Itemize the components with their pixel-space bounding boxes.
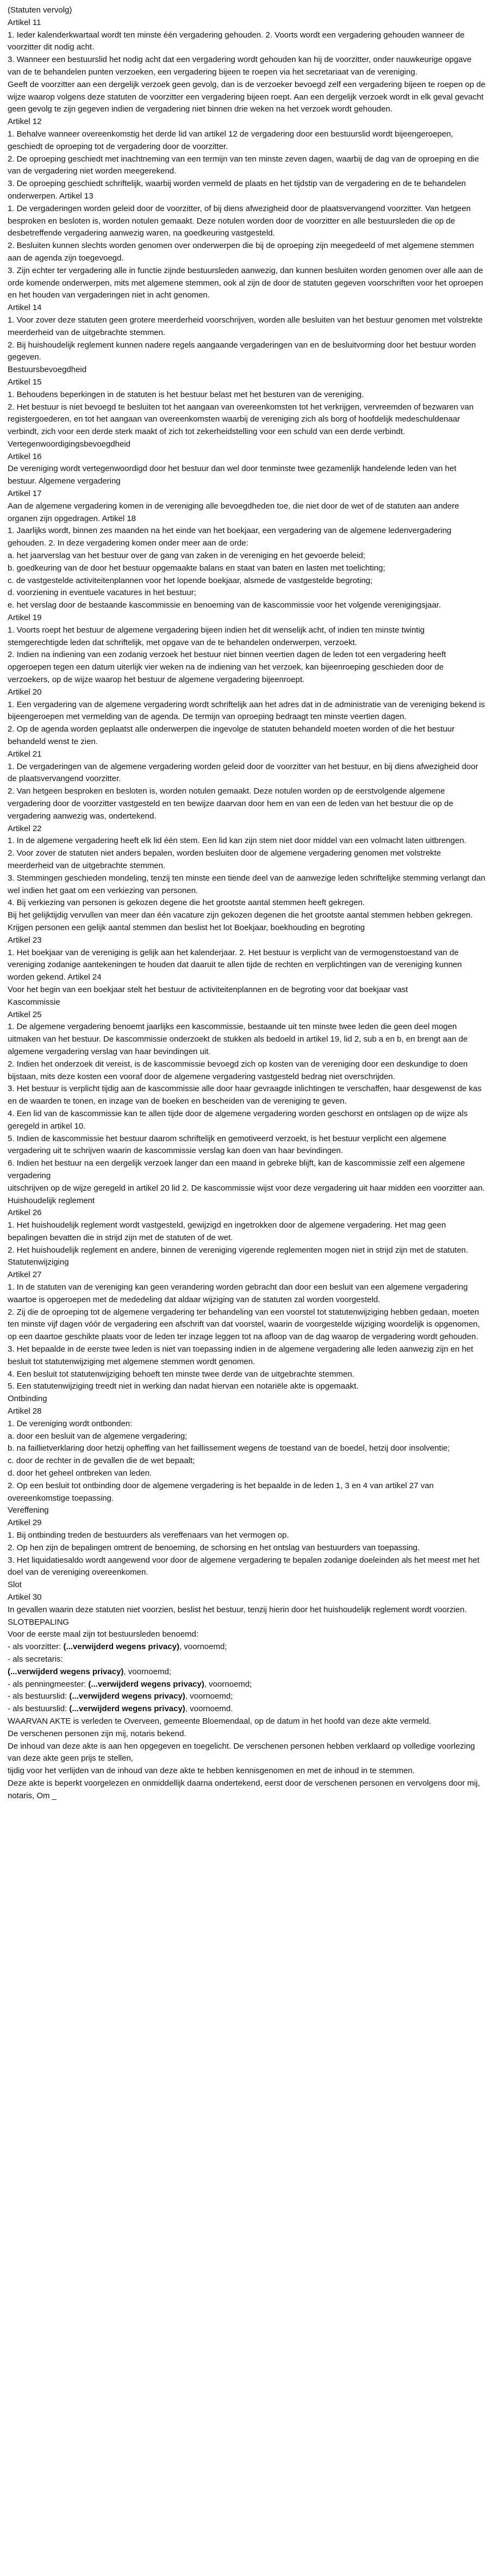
document-line — [8, 1083, 486, 1108]
document-line — [8, 562, 486, 575]
line-text: 1. Behalve wanneer overeenkomstig het derde lid van artikel 12 de vergadering door een bestuurslid wordt bijeengeroepen, geschiedt de oproeping tot de vergadering door de voorzitter. — [8, 129, 456, 151]
document-line — [8, 835, 486, 847]
line-text: Aan de algemene vergadering komen in de vereniging alle bevoegdheden toe, die niet door de wet of de statuten aan andere organen zijn opgedragen. Artikel 18 — [8, 501, 461, 523]
document-line — [8, 872, 486, 897]
line-text: Vereffening — [8, 1506, 49, 1515]
document-line — [8, 723, 486, 748]
document-line — [8, 1244, 486, 1257]
line-text: 3. Het bepaalde in de eerste twee leden is niet van toepassing indien in de algemene vergadering alle leden aanwezig zijn en het besluit tot statutenwijziging met algemene stemmen wordt genomen. — [8, 1345, 476, 1366]
line-text: 1. De vergaderingen van de algemene vergadering worden geleid door de voorzitter van het bestuur, en bij diens afwezigheid door de plaatsvervangend voorzitter. — [8, 761, 481, 784]
document-line — [8, 1133, 486, 1158]
document-line — [8, 451, 486, 463]
document-line — [8, 339, 486, 364]
document-line — [8, 1431, 486, 1443]
document-line — [8, 1455, 486, 1467]
document-line — [8, 54, 486, 79]
document-line — [8, 4, 486, 17]
line-text: 2. Zij die de oproeping tot de algemene vergadering ter behandeling van een voorstel tot statutenwijziging hebben gedaan, moeten ten minste vijf dagen vóór de vergadering een afschrift van dat voorstel, waarin de voorgestelde wijziging woordelijk is opgenomen, op een daartoe geschikte plaats voor de leden ter inzage leggen tot na afloop van de dag waarop de vergadering wordt gehouden. — [8, 1307, 482, 1342]
line-text: Voor het begin van een boekjaar stelt het bestuur de activiteitenplannen en de begroting voor dat boekjaar vast — [8, 984, 408, 994]
document-line — [8, 29, 486, 54]
line-text: De verschenen personen zijn mij, notaris bekend. — [8, 1729, 186, 1738]
document-line — [8, 401, 486, 438]
line-text: Geeft de voorzitter aan een dergelijk verzoek geen gevolg, dan is de verzoeker bevoegd zelf een vergadering bijeen te roepen op de wijze waarop volgens deze statuten de voorzitter een vergadering bijeen roept. Aan een dergelijk verzoek wordt in elk geval gevacht geen gevolg te zijn gegeven indien de vergadering niet binnen drie weken na het verzoek wordt gehouden. — [8, 79, 488, 114]
line-text: 1. Voor zover deze statuten geen grotere meerderheid voorschrijven, worden alle besluiten van het bestuur genomen met volstrekte meerderheid van de uitgebrachte stemmen. — [8, 315, 485, 337]
document-line — [8, 1467, 486, 1480]
line-text: De vereniging wordt vertegenwoordigd door het bestuur dan wel door tenminste twee gezamenlijk handelende leden van het bestuur. Algemene vergadering — [8, 464, 459, 486]
line-text: 2. De oproeping geschiedt met inachtneming van een termijn van ten minste zeven dagen, waarbij de dag van de oproeping en die van de vergadering niet worden meegerekend. — [8, 154, 482, 176]
document-line — [8, 178, 486, 203]
document-line — [8, 1778, 486, 1803]
line-text: 3. Zijn echter ter vergadering alle in functie zijnde bestuursleden aanwezig, dan kunnen besluiten worden genomen over alle aan de orde komende onderwerpen, mits met algemene stemmen, ook al zijn de door de statuten gegeven voorschriften voor het oproepen en het houden van vergaderingen niet in acht genomen. — [8, 265, 485, 300]
document-line — [8, 847, 486, 872]
document-line — [8, 128, 486, 153]
line-text: 3. Stemmingen geschieden mondeling, tenzij ten minste een tiende deel van de aanwezige leden schriftelijke stemming verlangt dan wel indien het gaat om een verkiezing van personen. — [8, 873, 488, 895]
document-line — [8, 649, 486, 686]
document-line — [8, 1157, 486, 1182]
document-line — [8, 463, 486, 488]
line-text: 3. Het bestuur is verplicht tijdig aan de kascommissie alle door haar gevraagde inlichtingen te verschaffen, haar desgewenst de kas en de waarden te tonen, en inzage van de boeken en bescheiden van de vereniging te geven. — [8, 1084, 484, 1106]
document-line — [8, 79, 486, 116]
document-line — [8, 587, 486, 599]
document-line — [8, 389, 486, 401]
document-line — [8, 1405, 486, 1418]
document-line — [8, 1418, 486, 1431]
line-text: 2. Het bestuur is niet bevoegd te besluiten tot het aangaan van overeenkomsten tot het verkrijgen, vervreemden of bezwaren van registergoederen, en tot het aangaan van overeenkomsten waarbij de vereniging zich als borg of hoofdelijk medeschuldenaar verbindt, zich voor een derde sterk maakt of zich tot zekerheidstelling voor een schuld van een derde verbindt. — [8, 402, 476, 437]
document-line — [8, 909, 486, 934]
line-text: 2. Het huishoudelijk reglement en andere, binnen de vereniging vigerende reglementen mogen niet in strijd zijn met de statuten. — [8, 1245, 469, 1255]
line-text: Voor de eerste maal zijn tot bestuursleden benoemd: — [8, 1630, 199, 1639]
document-line — [8, 364, 486, 376]
line-text: 1. Het boekjaar van de vereniging is gelijk aan het kalenderjaar. 2. Het bestuur is verplicht van de vermogenstoestand van de vereniging zodanige aantekeningen te houden dat daaruit te allen tijde de rechten en verplichtingen van de vereniging kunnen worden gekend. Artikel 24 — [8, 948, 464, 982]
redacted-name: (...verwijderd wegens privacy) — [69, 1692, 185, 1701]
line-text: WAARVAN AKTE is verleden te Overveen, gemeente Bloemendaal, op de datum in het hoofd van deze akte vermeld. — [8, 1716, 432, 1726]
document-line — [8, 1666, 486, 1679]
document-line — [8, 1369, 486, 1381]
line-text: Deze akte is beperkt voorgelezen en onmiddellijk daarna ondertekend, eerst door de verschenen personen en vervolgens door mij, notaris, Om _ — [8, 1778, 483, 1800]
line-text: b. goedkeuring van de door het bestuur opgemaakte balans en staat van baten en lasten met toelichting; — [8, 563, 385, 573]
line-text: Artikel 23 — [8, 935, 42, 945]
document-line — [8, 1555, 486, 1580]
document-line — [8, 1380, 486, 1393]
line-text: 1. In de statuten van de vereniging kan geen verandering worden gebracht dan door een besluit van een algemene vergadering waartoe is opgeroepen met de mededeling dat aldaar wijziging van de statuten zal worden voorgesteld. — [8, 1283, 470, 1304]
document-line — [8, 1021, 486, 1058]
line-text: 1. De vergaderingen worden geleid door de voorzitter, of bij diens afwezigheid door de plaatsvervangend voorzitter. Van hetgeen besproken en besloten is, worden notulen gemaakt. Deze notulen worden door de voorzitter en alle bestuursleden die op de desbetreffende vergadering aanwezig waren, na goedkeuring vastgesteld. — [8, 203, 473, 238]
document-line — [8, 1182, 486, 1208]
line-text: b. na faillietverklaring door hetzij opheffing van het faillissement wegens de toestand van de boedel, hetzij door insolventie; — [8, 1444, 450, 1453]
document-line — [8, 1703, 486, 1716]
line-text: Artikel 20 — [8, 687, 42, 697]
line-text: Artikel 28 — [8, 1407, 42, 1416]
line-text: Artikel 22 — [8, 823, 42, 833]
redacted-name: (...verwijderd wegens privacy) — [8, 1667, 124, 1676]
line-text: - als secretaris: — [8, 1654, 63, 1664]
document-line — [8, 1728, 486, 1741]
line-text: Artikel 11 — [8, 17, 41, 27]
line-text: Artikel 21 — [8, 749, 42, 759]
document-line — [8, 1219, 486, 1244]
redacted-name: (...verwijderd wegens privacy) — [88, 1679, 204, 1689]
document-line — [8, 1530, 486, 1542]
line-text: tijdig voor het verlijden van de inhoud van deze akte te hebben kennisgenomen en met de inhoud in te stemmen. — [8, 1766, 415, 1776]
line-text: Artikel 27 — [8, 1270, 42, 1280]
line-text: In gevallen waarin deze statuten niet voorzien, beslist het bestuur, tenzij hierin door het huishoudelijk reglement wordt voorzien. SLOTBEPALING — [8, 1605, 469, 1627]
document-line — [8, 1641, 486, 1654]
document-line — [8, 1207, 486, 1219]
document-line — [8, 599, 486, 612]
document-line — [8, 302, 486, 314]
line-text: Ontbinding — [8, 1394, 47, 1404]
line-text: 1. De algemene vergadering benoemt jaarlijks een kascommissie, bestaande uit ten minste twee leden die geen deel mogen uitmaken van het bestuur. De kascommissie onderzoekt de stukken als bedoeld in artikel 19, lid 2, sub a en b, en brengt aan de algemene vergadering verslag van haar bevindingen uit. — [8, 1022, 470, 1056]
line-text: Slot — [8, 1580, 22, 1590]
document-line — [8, 1306, 486, 1343]
document-line — [8, 1480, 486, 1505]
document-line — [8, 947, 486, 984]
document-line — [8, 1679, 486, 1691]
line-text: 2. Op een besluit tot ontbinding door de algemene vergadering is het bepaalde in de leden 1, 3 en 4 van artikel 27 van overeenkomstige toepassing. — [8, 1481, 436, 1503]
document-line — [8, 438, 486, 451]
line-text: Bestuursbevoegdheid — [8, 365, 87, 375]
document-line — [8, 761, 486, 786]
line-text: 4. Een besluit tot statutenwijziging behoeft ten minste twee derde van de uitgebrachte stemmen. — [8, 1369, 354, 1379]
line-text: 1. Ieder kalenderkwartaal wordt ten minste één vergadering gehouden. 2. Voorts wordt een vergadering gehouden wanneer de voorzitter dit nodig acht. — [8, 30, 467, 52]
line-text: 2. Bij huishoudelijk reglement kunnen nadere regels aangaande vergaderingen van en de besluitvorming door het bestuur worden gegeven. — [8, 340, 478, 362]
line-text: 2. Op hen zijn de bepalingen omtrent de benoeming, de schorsing en het ontslag van bestuurders van toepassing. — [8, 1543, 420, 1552]
document-line — [8, 1628, 486, 1641]
document-line — [8, 376, 486, 389]
document-line — [8, 897, 486, 909]
document-line — [8, 1393, 486, 1405]
document-line — [8, 240, 486, 265]
line-suffix: , voornoemd; — [123, 1667, 171, 1676]
line-text: 2. Van hetgeen besproken en besloten is, worden notulen gemaakt. Deze notulen worden op de eerstvolgende algemene vergadering door de voorzitter vastgesteld en ten bewijze daarvan door hem en van een de leden van het bestuur die op de vergadering aanwezig was, ondertekend. — [8, 787, 456, 821]
line-text: 6. Indien het bestuur na een dergelijk verzoek langer dan een maand in gebreke blijft, kan de kascommissie zelf een algemene vergadering — [8, 1159, 467, 1180]
line-text: - als bestuurslid: — [8, 1692, 70, 1701]
document-line — [8, 748, 486, 761]
document-line — [8, 1504, 486, 1517]
line-text: 2. Op de agenda worden geplaatst alle onderwerpen die ingevolge de statuten behandeld moeten worden of die het bestuur behandeld wenst te zien. — [8, 725, 457, 747]
line-suffix: , voornoemd; — [185, 1692, 233, 1701]
line-text: d. voorziening in eventuele vacatures in het bestuur; — [8, 588, 196, 598]
document-line — [8, 525, 486, 550]
line-text: 1. Behoudens beperkingen in de statuten is het bestuur belast met het besturen van de vereniging. — [8, 389, 364, 399]
line-text: 4. Een lid van de kascommissie kan te allen tijde door de algemene vergadering worden geschorst en ontslagen op de wijze als geregeld in artikel 10. — [8, 1109, 470, 1131]
line-text: 1. Het huishoudelijk reglement wordt vastgesteld, gewijzigd en ingetrokken door de algemene vergadering. Het mag geen bepalingen bevatten die in strijd zijn met de statuten of de wet. — [8, 1221, 448, 1242]
redacted-name: (...verwijderd wegens privacy) — [69, 1704, 185, 1714]
line-text: c. door de rechter in de gevallen die de wet bepaalt; — [8, 1456, 195, 1466]
document-line — [8, 1343, 486, 1369]
document-line — [8, 1108, 486, 1133]
line-text: a. het jaarverslag van het bestuur over de gang van zaken in de vereniging en het gevoerde beleid; — [8, 551, 365, 561]
line-text: 1. Jaarlijks wordt, binnen zes maanden na het einde van het boekjaar, een vergadering van de algemene ledenvergadering gehouden. 2. In deze vergadering komen onder meer aan de orde: — [8, 526, 454, 548]
document-line — [8, 984, 486, 996]
redacted-name: (...verwijderd wegens privacy) — [63, 1642, 179, 1652]
document-line — [8, 612, 486, 624]
document-line — [8, 1256, 486, 1269]
document-line — [8, 785, 486, 822]
document-line — [8, 550, 486, 562]
line-text: 2. Indien het onderzoek dit vereist, is de kascommissie bevoegd zich op kosten van de vereniging door een deskundige to doen bijstaan, mits deze kosten een vooraf door de algemene vergadering vastgesteld bedrag niet overschrijden. — [8, 1059, 470, 1081]
line-text: Artikel 26 — [8, 1208, 42, 1218]
line-text: Artikel 15 — [8, 377, 42, 387]
line-text: 1. Voorts roept het bestuur de algemene vergadering bijeen indien het dit wenselijk acht, of indien ten minste twintig stemgerechtigde leden dat schriftelijk, met opgave van de te behandelen onderwerpen, verzoekt. — [8, 625, 427, 647]
document-line — [8, 1517, 486, 1530]
document-line — [8, 1442, 486, 1455]
line-text: c. de vastgestelde activiteitenplannen voor het lopende boekjaar, alsmede de vastgestelde begroting; — [8, 575, 373, 585]
document-line — [8, 1604, 486, 1629]
document-line — [8, 265, 486, 302]
document-line — [8, 686, 486, 699]
document-line — [8, 500, 486, 525]
line-text: Artikel 19 — [8, 613, 42, 623]
line-text: 1. Een vergadering van de algemene vergadering wordt schriftelijk aan het adres dat in de administratie van de vereniging bekend is bijeengeroepen met vermelding van de agenda. De termijn van oproeping bedraagt ten minste veertien dagen. — [8, 699, 488, 722]
line-text: 4. Bij verkiezing van personen is gekozen degene die het grootste aantal stemmen heeft gekregen. — [8, 898, 365, 908]
document-line — [8, 203, 486, 240]
document-line — [8, 17, 486, 29]
line-text: 5. Een statutenwijziging treedt niet in werking dan nadat hiervan een notariële akte is opgemaakt. — [8, 1382, 359, 1391]
document-line — [8, 488, 486, 500]
document-line — [8, 1716, 486, 1728]
line-text: Statutenwijziging — [8, 1258, 69, 1267]
line-text: Artikel 30 — [8, 1593, 42, 1602]
line-text: 1. In de algemene vergadering heeft elk lid één stem. Een lid kan zijn stem niet door middel van een volmacht laten uitbrengen. — [8, 836, 466, 846]
line-text: 1. Bij ontbinding treden de bestuurders als vereffenaars van het vermogen op. — [8, 1531, 289, 1540]
line-text: 2. Indien na indiening van een zodanig verzoek het bestuur niet binnen veertien dagen de leden tot een vergadering heeft opgeroepen tegen een datum uiterlijk vier weken na de indiening van het verzoek, kan bijeenroeping geschieden door de verzoekers, op de wijze waarop het bestuur de algemene vergadering bijeenroept. — [8, 650, 448, 685]
line-text: d. door het geheel ontbreken van leden. — [8, 1469, 152, 1478]
document-line — [8, 996, 486, 1009]
document-line — [8, 934, 486, 947]
document-line — [8, 1542, 486, 1555]
line-text: Artikel 12 — [8, 117, 42, 127]
line-suffix: , voornoemd; — [204, 1679, 252, 1689]
line-suffix: , voornoemd; — [179, 1642, 227, 1652]
line-text: Artikel 17 — [8, 489, 42, 499]
document-line — [8, 314, 486, 339]
line-text: a. door een besluit van de algemene vergadering; — [8, 1431, 188, 1441]
document-line — [8, 1281, 486, 1306]
line-text: Artikel 25 — [8, 1010, 42, 1019]
document-line — [8, 699, 486, 724]
document-line — [8, 1654, 486, 1666]
line-text: - als penningmeester: — [8, 1679, 89, 1689]
line-text: Artikel 29 — [8, 1518, 42, 1528]
document-line — [8, 1009, 486, 1021]
document-line — [8, 1592, 486, 1604]
document-line — [8, 116, 486, 128]
line-text: 2. Besluiten kunnen slechts worden genomen over onderwerpen die bij de oproeping zijn meegedeeld of met algemene stemmen aan de agenda zijn toegevoegd. — [8, 241, 477, 263]
line-text: - als bestuurslid: — [8, 1704, 70, 1714]
document-line — [8, 1741, 486, 1766]
line-text: uitschrijven op de wijze geregeld in artikel 20 lid 2. De kascommissie wijst voor deze vergadering uit haar midden een voorzitter aan. Huishoudelijk reglement — [8, 1183, 488, 1205]
line-text: 3. De oproeping geschiedt schriftelijk, waarbij worden vermeld de plaats en het tijdstip van de vergadering en de te behandelen onderwerpen. Artikel 13 — [8, 179, 469, 201]
line-text: - als voorzitter: — [8, 1642, 64, 1652]
document-line — [8, 1765, 486, 1778]
line-text: e. het verslag door de bestaande kascommissie en benoeming van de kascommissie voor het volgende verenigingsjaar. — [8, 600, 441, 610]
line-text: Artikel 14 — [8, 303, 42, 313]
document-line — [8, 575, 486, 587]
line-suffix: , voornoemd. — [185, 1704, 233, 1714]
line-text: Artikel 16 — [8, 451, 42, 461]
document-line — [8, 1269, 486, 1281]
document-line — [8, 823, 486, 835]
line-text: 3. Het liquidatiesaldo wordt aangewend voor door de algemene vergadering te bepalen zodanige doeleinden als het meest met het doel van de vereniging overeenkomen. — [8, 1555, 482, 1577]
document-line — [8, 1691, 486, 1703]
line-text: Bij het gelijktijdig vervullen van meer dan één vacature zijn gekozen degenen die het grootste aantal stemmen hebben gekregen. Krijgen personen een gelijk aantal stemmen dan beslist het lot Boekjaar, boekhouding en begroting — [8, 911, 475, 932]
document-line — [8, 153, 486, 178]
line-text: De inhoud van deze akte is aan hen opgegeven en toegelicht. De verschenen personen hebben verklaard op volledige voorlezing van deze akte geen prijs te stellen, — [8, 1741, 477, 1763]
line-text: 3. Wanneer een bestuurslid het nodig acht dat een vergadering wordt gehouden kan hij de voorzitter, onder nauwkeurige opgave van de te behandelen punten verzoeken, een vergadering bijeen te roepen via het secretariaat van de vereniging. — [8, 55, 474, 77]
line-text: Kascommissie — [8, 997, 60, 1007]
line-text: Vertegenwoordigingsbevoegdheid — [8, 439, 131, 449]
document-line — [8, 1579, 486, 1592]
document-line — [8, 624, 486, 649]
line-text: (Statuten vervolg) — [8, 5, 72, 15]
line-text: 2. Voor zover de statuten niet anders bepalen, worden besluiten door de algemene vergadering genomen met volstrekte meerderheid van de uitgebrachte stemmen. — [8, 849, 444, 870]
line-text: 5. Indien de kascommissie het bestuur daarom schriftelijk en gemotiveerd verzoekt, is het bestuur verplicht een algemene vergadering uit te schrijven waarin de kascommissie verslag kan doen van haar bevindingen. — [8, 1134, 449, 1156]
document-line — [8, 1058, 486, 1083]
line-text: 1. De vereniging wordt ontbonden: — [8, 1419, 133, 1428]
